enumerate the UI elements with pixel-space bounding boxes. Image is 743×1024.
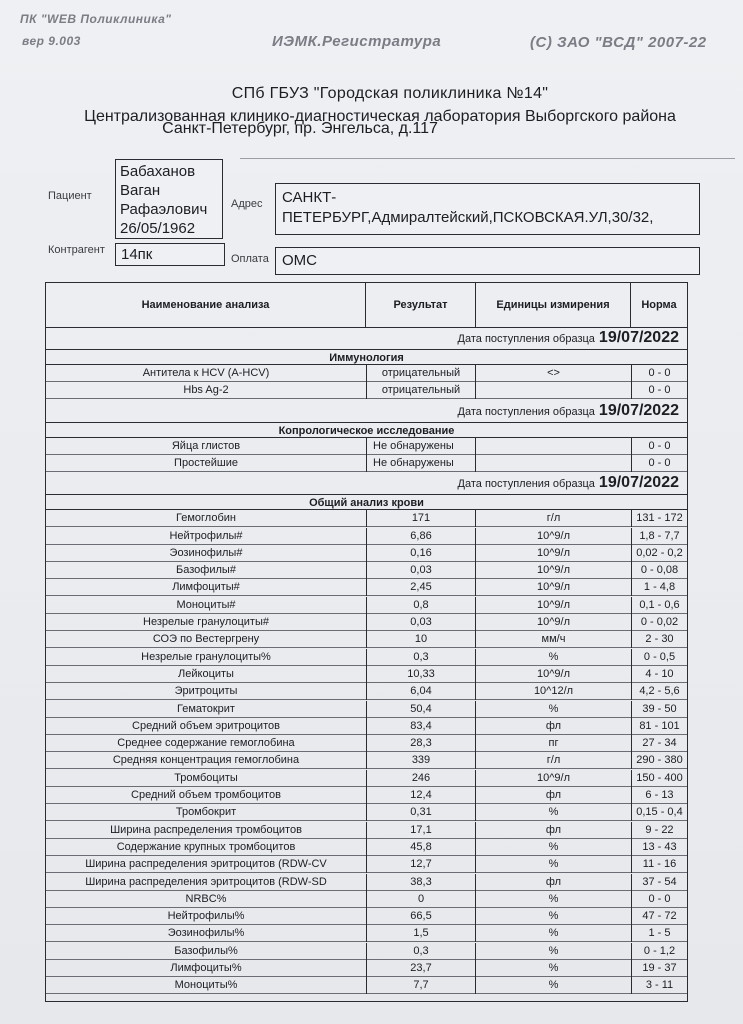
test-norm: 131 - 172 xyxy=(631,510,687,527)
test-norm: 1,8 - 7,7 xyxy=(631,528,687,545)
test-name: Моноциты% xyxy=(174,979,238,992)
test-norm: 19 - 37 xyxy=(631,960,687,977)
test-result: Не обнаружены xyxy=(366,455,476,472)
sample-date-label: Дата поступления образца xyxy=(457,478,595,491)
test-result: 2,45 xyxy=(366,579,476,596)
test-result: 83,4 xyxy=(366,718,476,735)
app-version: вер 9.003 xyxy=(22,34,81,48)
test-units xyxy=(476,455,631,472)
patient-dob: 26/05/1962 xyxy=(120,220,196,237)
test-name: Ширина распределения тромбоцитов xyxy=(110,823,302,836)
lab-name: Централизованная клинико-диагностическая лаборатория Выборгского района xyxy=(84,108,676,125)
test-name: Средний объем тромбоцитов xyxy=(131,789,281,801)
table-row xyxy=(46,735,687,752)
test-norm: 0,15 - 0,4 xyxy=(631,804,687,821)
contractor-label: Контрагент xyxy=(48,244,105,256)
test-units: 10^9/л xyxy=(537,581,570,594)
test-units: % xyxy=(548,944,559,957)
patient-label: Пациент xyxy=(48,190,92,202)
test-name: Ширина распределения эритроцитов (RDW-SD xyxy=(85,875,327,888)
test-units: 10^9/л xyxy=(537,564,570,577)
sample-date-value: 19/07/2022 xyxy=(598,474,679,492)
address-label: Адрес xyxy=(231,198,263,210)
test-units: % xyxy=(548,702,559,715)
table-row xyxy=(46,597,687,614)
test-name: Простейшие xyxy=(174,456,238,469)
test-units: % xyxy=(548,892,559,905)
test-units: 10^9/л xyxy=(537,529,570,542)
test-norm: 150 - 400 xyxy=(631,770,687,787)
sample-date-line xyxy=(46,400,687,422)
col-result-header: Результат xyxy=(366,283,476,327)
test-name: Эритроциты xyxy=(174,685,238,698)
test-norm: 27 - 34 xyxy=(631,735,687,752)
test-result: 50,4 xyxy=(366,701,476,718)
test-name: Эозинофилы% xyxy=(167,927,245,940)
test-result: отрицательный xyxy=(366,382,476,399)
test-result: 12,7 xyxy=(366,856,476,873)
test-units: % xyxy=(548,979,559,992)
module-name: ИЭМК.Регистратура xyxy=(272,33,442,50)
test-units xyxy=(476,438,631,455)
table-row xyxy=(46,562,687,579)
test-units: мм/ч xyxy=(541,633,566,646)
test-name: Тромбокрит xyxy=(175,806,237,819)
table-row xyxy=(46,718,687,735)
test-units: фл xyxy=(545,823,562,836)
contractor-box: 14пк xyxy=(115,243,225,266)
table-row xyxy=(46,545,687,562)
test-result: 0,03 xyxy=(366,614,476,631)
test-name: Лимфоциты# xyxy=(172,581,240,594)
test-norm: 9 - 22 xyxy=(631,822,687,839)
test-name: Нейтрофилы# xyxy=(169,529,243,542)
test-name: Базофилы% xyxy=(174,944,238,957)
test-norm: 6 - 13 xyxy=(631,787,687,804)
address-box xyxy=(275,183,700,235)
test-units: <> xyxy=(547,367,560,379)
app-name: ПК "WEB Поликлиника" xyxy=(20,12,172,26)
table-row xyxy=(46,752,687,769)
test-norm: 4,2 - 5,6 xyxy=(631,683,687,700)
test-norm: 0 - 0,5 xyxy=(631,649,687,666)
table-row xyxy=(46,365,687,382)
table-row xyxy=(46,839,687,856)
test-units: 10^9/л xyxy=(537,598,570,611)
test-name: Содержание крупных тромбоцитов xyxy=(116,840,296,853)
test-units: % xyxy=(548,650,559,663)
col-norm-header: Норма xyxy=(641,299,677,311)
test-norm: 0 - 0 xyxy=(631,438,687,455)
test-units: % xyxy=(548,910,559,923)
test-norm: 13 - 43 xyxy=(631,839,687,856)
test-name: Среднее содержание гемоглобина xyxy=(117,737,295,750)
test-units: 10^9/л xyxy=(537,771,570,784)
test-name: Лимфоциты% xyxy=(170,962,242,974)
test-name: Средняя концентрация гемоглобина xyxy=(112,754,300,767)
test-result: 0,3 xyxy=(366,943,476,960)
test-units: % xyxy=(548,927,559,940)
table-row xyxy=(46,787,687,804)
test-norm: 11 - 16 xyxy=(631,856,687,873)
table-row xyxy=(46,960,687,977)
test-units: % xyxy=(548,858,559,871)
copyright: (C) ЗАО "ВСД" 2007-22 xyxy=(530,34,707,51)
clinic-address: Санкт-Петербург, пр. Энгельса, д.117 xyxy=(162,120,438,137)
test-units xyxy=(476,382,631,399)
table-row xyxy=(46,510,687,527)
test-units: пг xyxy=(548,737,559,750)
divider xyxy=(240,158,735,159)
table-row xyxy=(46,822,687,839)
test-name: Тромбоциты xyxy=(174,771,238,784)
test-name: NRBC% xyxy=(185,892,227,905)
patient-box xyxy=(115,159,223,239)
test-norm: 0 - 0 xyxy=(631,891,687,908)
test-norm: 47 - 72 xyxy=(631,908,687,925)
sample-date-label: Дата поступления образца xyxy=(457,405,595,418)
test-units: г/л xyxy=(546,754,561,767)
test-result: 0,8 xyxy=(366,597,476,614)
table-row xyxy=(46,666,687,683)
test-norm: 0 - 0,08 xyxy=(631,562,687,579)
payment-label: Оплата xyxy=(231,253,269,265)
test-norm: 37 - 54 xyxy=(631,874,687,891)
test-result: 28,3 xyxy=(366,735,476,752)
test-result: 246 xyxy=(366,770,476,787)
test-result: 0,3 xyxy=(366,649,476,666)
test-norm: 0,1 - 0,6 xyxy=(631,597,687,614)
payment-box: ОМС xyxy=(275,247,700,275)
table-row xyxy=(46,925,687,942)
test-result: 339 xyxy=(366,752,476,769)
sample-date-line xyxy=(46,472,687,494)
table-row xyxy=(46,455,687,472)
table-row xyxy=(46,683,687,700)
test-result: Не обнаружены xyxy=(366,438,476,455)
test-name: Нейтрофилы% xyxy=(167,910,245,923)
test-norm: 0 - 1,2 xyxy=(631,943,687,960)
test-name: Гемоглобин xyxy=(176,512,236,525)
test-name: Антитела к HCV (A-HCV) xyxy=(142,367,270,379)
test-result: 0,16 xyxy=(366,545,476,562)
test-units: фл xyxy=(545,789,562,801)
table-row xyxy=(46,701,687,718)
test-norm: 39 - 50 xyxy=(631,701,687,718)
test-name: Незрелые гранулоциты# xyxy=(143,616,269,628)
test-result: 1,5 xyxy=(366,925,476,942)
table-row xyxy=(46,614,687,631)
table-row xyxy=(46,382,687,399)
sample-date-value: 19/07/2022 xyxy=(598,401,679,419)
test-norm: 4 - 10 xyxy=(631,666,687,683)
table-row xyxy=(46,856,687,873)
sample-date-value: 19/07/2022 xyxy=(598,329,679,346)
test-norm: 0 - 0 xyxy=(631,382,687,399)
test-name: Hbs Ag-2 xyxy=(183,384,229,397)
test-result: 10 xyxy=(366,631,476,648)
patient-surname: Бабаханов xyxy=(120,163,196,180)
test-result: 0,31 xyxy=(366,804,476,821)
test-units: 10^9/л xyxy=(537,616,570,628)
test-result: 45,8 xyxy=(366,839,476,856)
test-units: фл xyxy=(545,719,562,732)
table-row xyxy=(46,631,687,648)
test-name: Лейкоциты xyxy=(178,667,234,680)
patient-patronymic: Рафаэлович xyxy=(120,201,208,218)
table-row xyxy=(46,528,687,545)
test-units: % xyxy=(548,806,559,819)
test-norm: 0 - 0,02 xyxy=(631,614,687,631)
test-name: Эозинофилы# xyxy=(169,546,243,559)
table-row xyxy=(46,804,687,821)
test-norm: 3 - 11 xyxy=(631,977,687,994)
test-units: 10^9/л xyxy=(537,546,570,559)
test-name: Средний объем эритроцитов xyxy=(132,719,280,732)
test-result: 7,7 xyxy=(366,977,476,994)
test-result: отрицательный xyxy=(366,365,476,382)
patient-name: Ваган xyxy=(120,182,161,199)
test-result: 0,03 xyxy=(366,562,476,579)
test-norm: 0 - 0 xyxy=(631,455,687,472)
address-line-1: САНКТ- xyxy=(282,189,337,206)
table-row xyxy=(46,908,687,925)
table-row xyxy=(46,438,687,455)
col-units-header: Единицы измирения xyxy=(476,283,631,327)
address-line-2: ПЕТЕРБУРГ,Адмиралтейский,ПСКОВСКАЯ.УЛ,30/32, xyxy=(282,209,654,226)
test-result: 17,1 xyxy=(366,822,476,839)
test-norm: 2 - 30 xyxy=(631,631,687,648)
test-name: Моноциты# xyxy=(176,598,236,611)
test-result: 23,7 xyxy=(366,960,476,977)
test-units: г/л xyxy=(546,512,561,525)
test-result: 6,86 xyxy=(366,528,476,545)
test-name: Яйца глистов xyxy=(171,439,241,452)
test-units: фл xyxy=(545,875,562,888)
table-header xyxy=(46,283,687,328)
clinic-name: СПб ГБУЗ "Городская поликлиника №14" xyxy=(231,85,549,102)
test-result: 38,3 xyxy=(366,874,476,891)
test-norm: 290 - 380 xyxy=(631,752,687,769)
test-units: % xyxy=(548,962,559,974)
sample-date-line xyxy=(46,327,687,349)
test-norm: 0,02 - 0,2 xyxy=(631,545,687,562)
test-units: 10^12/л xyxy=(533,685,574,698)
table-row xyxy=(46,977,687,994)
test-result: 0 xyxy=(366,891,476,908)
table-row xyxy=(46,891,687,908)
test-result: 10,33 xyxy=(366,666,476,683)
test-result: 66,5 xyxy=(366,908,476,925)
test-norm: 1 - 5 xyxy=(631,925,687,942)
test-units: % xyxy=(548,840,559,853)
results-table xyxy=(45,282,688,1002)
table-row xyxy=(46,649,687,666)
test-result: 6,04 xyxy=(366,683,476,700)
test-result: 171 xyxy=(366,510,476,527)
table-row xyxy=(46,579,687,596)
test-norm: 1 - 4,8 xyxy=(631,579,687,596)
test-name: Незрелые гранулоциты% xyxy=(141,650,271,663)
table-row xyxy=(46,874,687,891)
test-norm: 0 - 0 xyxy=(631,365,687,382)
test-name: Базофилы# xyxy=(176,564,236,577)
table-row xyxy=(46,770,687,787)
section-title: Копрологическое исследование xyxy=(46,422,687,438)
section-title: Иммунология xyxy=(46,349,687,365)
sample-date-label: Дата поступления образца xyxy=(457,333,595,345)
test-name: Ширина распределения эритроцитов (RDW-CV xyxy=(85,858,327,871)
test-result: 12,4 xyxy=(366,787,476,804)
section-title: Общий анализ крови xyxy=(46,494,687,510)
table-row xyxy=(46,943,687,960)
test-units: 10^9/л xyxy=(537,667,570,680)
test-name: Гематокрит xyxy=(177,702,235,715)
test-name: СОЭ по Вестергрену xyxy=(152,633,260,646)
test-norm: 81 - 101 xyxy=(631,718,687,735)
col-name-header: Наименование анализа xyxy=(46,283,366,327)
